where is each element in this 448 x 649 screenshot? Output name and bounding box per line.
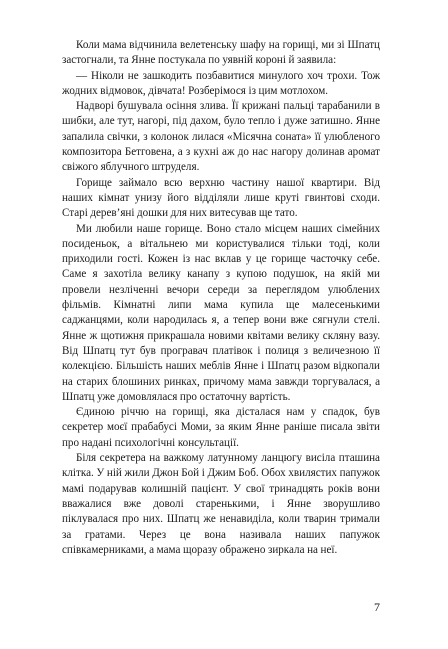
- paragraph-4: Горище займало всю верхню частину нашої квартири. Від наших кімнат унизу його відділяли лише круті гвинтові сходи. Старі дерев’яні дошки для них витесував ще тато.: [62, 176, 380, 220]
- paragraph-5: Ми любили наше горище. Воно стало місцем наших сімейних посиденьок, а вітальнею ми користувалися тільки тоді, коли приходили гості. Кожен із нас вклав у це горище часточку себе. Саме я захотіла велику канапу з купою подушок, на якій ми провели незліченні вечори середи за переглядом улюблених фільмів. Кімнатні липи мама купила ще малесенькими саджанцями, коли народилась я, а тепер вони вже сягнули стелі. Янне ж щотижня прикрашала новими квітами велику скляну вазу. Від Шпатц тут був програвач платівок і полиця з величезною її колекцією. Більшість наших меблів Янне і Шпатц разом відкопали на старих блошиних ринках, причому мама завжди торгувалася, а Шпатц уже домовлялася про остаточну вартість.: [62, 222, 380, 403]
- paragraph-7: Біля секретера на важкому латунному ланцюгу висіла пташина клітка. У ній жили Джон Бой і Джим Боб. Обох хвилястих папужок мамі подарував колишній пацієнт. У свої тринадцять років вони вважалися вже доволі старенькими, і Янне зворушливо піклувалася про них. Шпатц же ненавиділа, коли тварин тримали за гратами. Через це вона називала наших папужок співкамерниками, а мама щоразу ображено зиркала на неї.: [62, 452, 380, 556]
- paragraph-1: Коли мама відчинила велетенську шафу на горищі, ми зі Шпатц застогнали, та Янне постукала по уявній короні й заявила:: [62, 39, 380, 67]
- page-number: 7: [374, 600, 380, 614]
- paragraph-2: — Ніколи не зашкодить позбавитися минулого хоч трохи. Тож жодних відмовок, дівчата! Розберімося із цим мотлохом.: [62, 69, 380, 97]
- paragraph-3: Надворі бушувала осіння злива. Її крижані пальці тарабанили в шибки, але тут, нагорі, під дахом, було тепло і дуже затишно. Янне запалила свічки, з колонок лилася «Місячна соната» її улюбленого композитора Бетговена, а з кухні аж до нас нагору долинав аромат свіжого яблучного штруделя.: [62, 100, 380, 174]
- page-body: [62, 38, 380, 558]
- paragraph-6: Єдиною річчю на горищі, яка дісталася нам у спадок, був секретер моєї прабабусі Моми, за яким Янне раніше писала звіти про надані психологічні консультації.: [62, 406, 380, 449]
